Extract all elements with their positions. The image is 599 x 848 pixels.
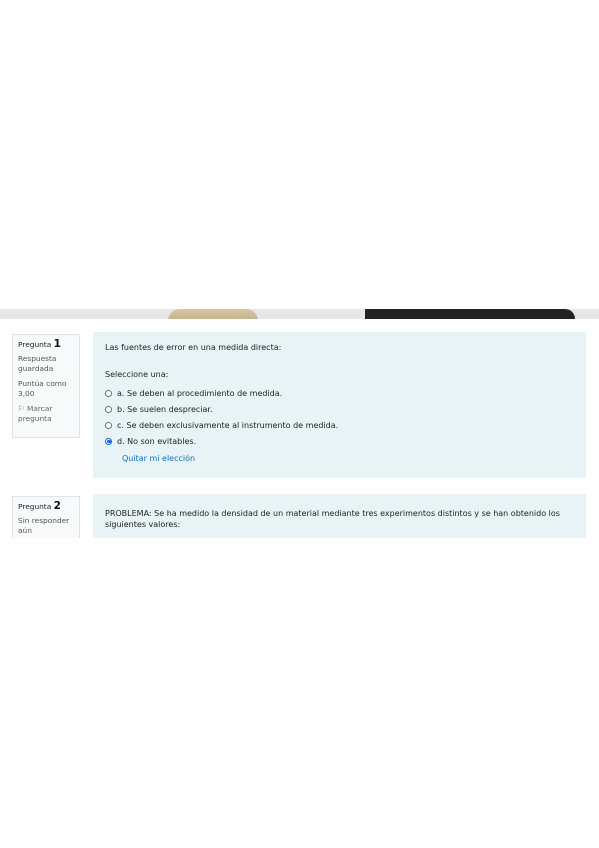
banner-person-left xyxy=(168,309,258,319)
answer-option-a[interactable] xyxy=(105,385,574,401)
flag-question-link[interactable] xyxy=(18,404,74,424)
answer-option-c[interactable] xyxy=(105,417,574,433)
radio-button-selected[interactable] xyxy=(105,438,112,445)
question-1-prompt: Las fuentes de error en una medida directa: xyxy=(105,343,282,352)
answer-option-label: b. Se suelen despreciar. xyxy=(117,404,213,414)
question-1-content xyxy=(93,332,586,478)
flag-question-label: Marcar pregunta xyxy=(18,404,53,423)
header-banner-photo xyxy=(0,309,599,319)
answer-option-b[interactable] xyxy=(105,401,574,417)
radio-button[interactable] xyxy=(105,406,112,413)
question-number-prefix: Pregunta xyxy=(18,502,52,511)
select-one-label: Seleccione una: xyxy=(105,370,169,379)
clear-choice-link[interactable]: Quitar mi elección xyxy=(122,454,196,463)
question-number: 2 xyxy=(53,500,61,512)
question-2-info xyxy=(12,496,80,538)
question-1-score: Puntúa como 3,00 xyxy=(18,379,67,398)
flag-icon: ⚐ xyxy=(18,404,25,413)
question-2-number xyxy=(18,501,74,512)
answer-option-label: a. Se deben al procedimiento de medida. xyxy=(117,388,283,398)
answer-option-d[interactable] xyxy=(105,433,574,449)
question-2-content xyxy=(93,494,586,538)
question-2-prompt: PROBLEMA: Se ha medido la densidad de un material mediante tres experimentos distintos y se han obtenido los siguientes valores: xyxy=(105,509,560,529)
question-1-info xyxy=(12,334,80,438)
question-2-status: Sin responder aún xyxy=(18,516,70,535)
question-number-prefix: Pregunta xyxy=(18,340,52,349)
question-1-number xyxy=(18,339,74,350)
answer-option-label: c. Se deben exclusivamente al instrumento de medida. xyxy=(117,420,339,430)
banner-person-right xyxy=(365,309,575,319)
radio-button[interactable] xyxy=(105,390,112,397)
answer-option-label: d. No son evitables. xyxy=(117,436,197,446)
question-1-status: Respuesta guardada xyxy=(18,354,57,373)
question-number: 1 xyxy=(53,338,61,350)
radio-button[interactable] xyxy=(105,422,112,429)
